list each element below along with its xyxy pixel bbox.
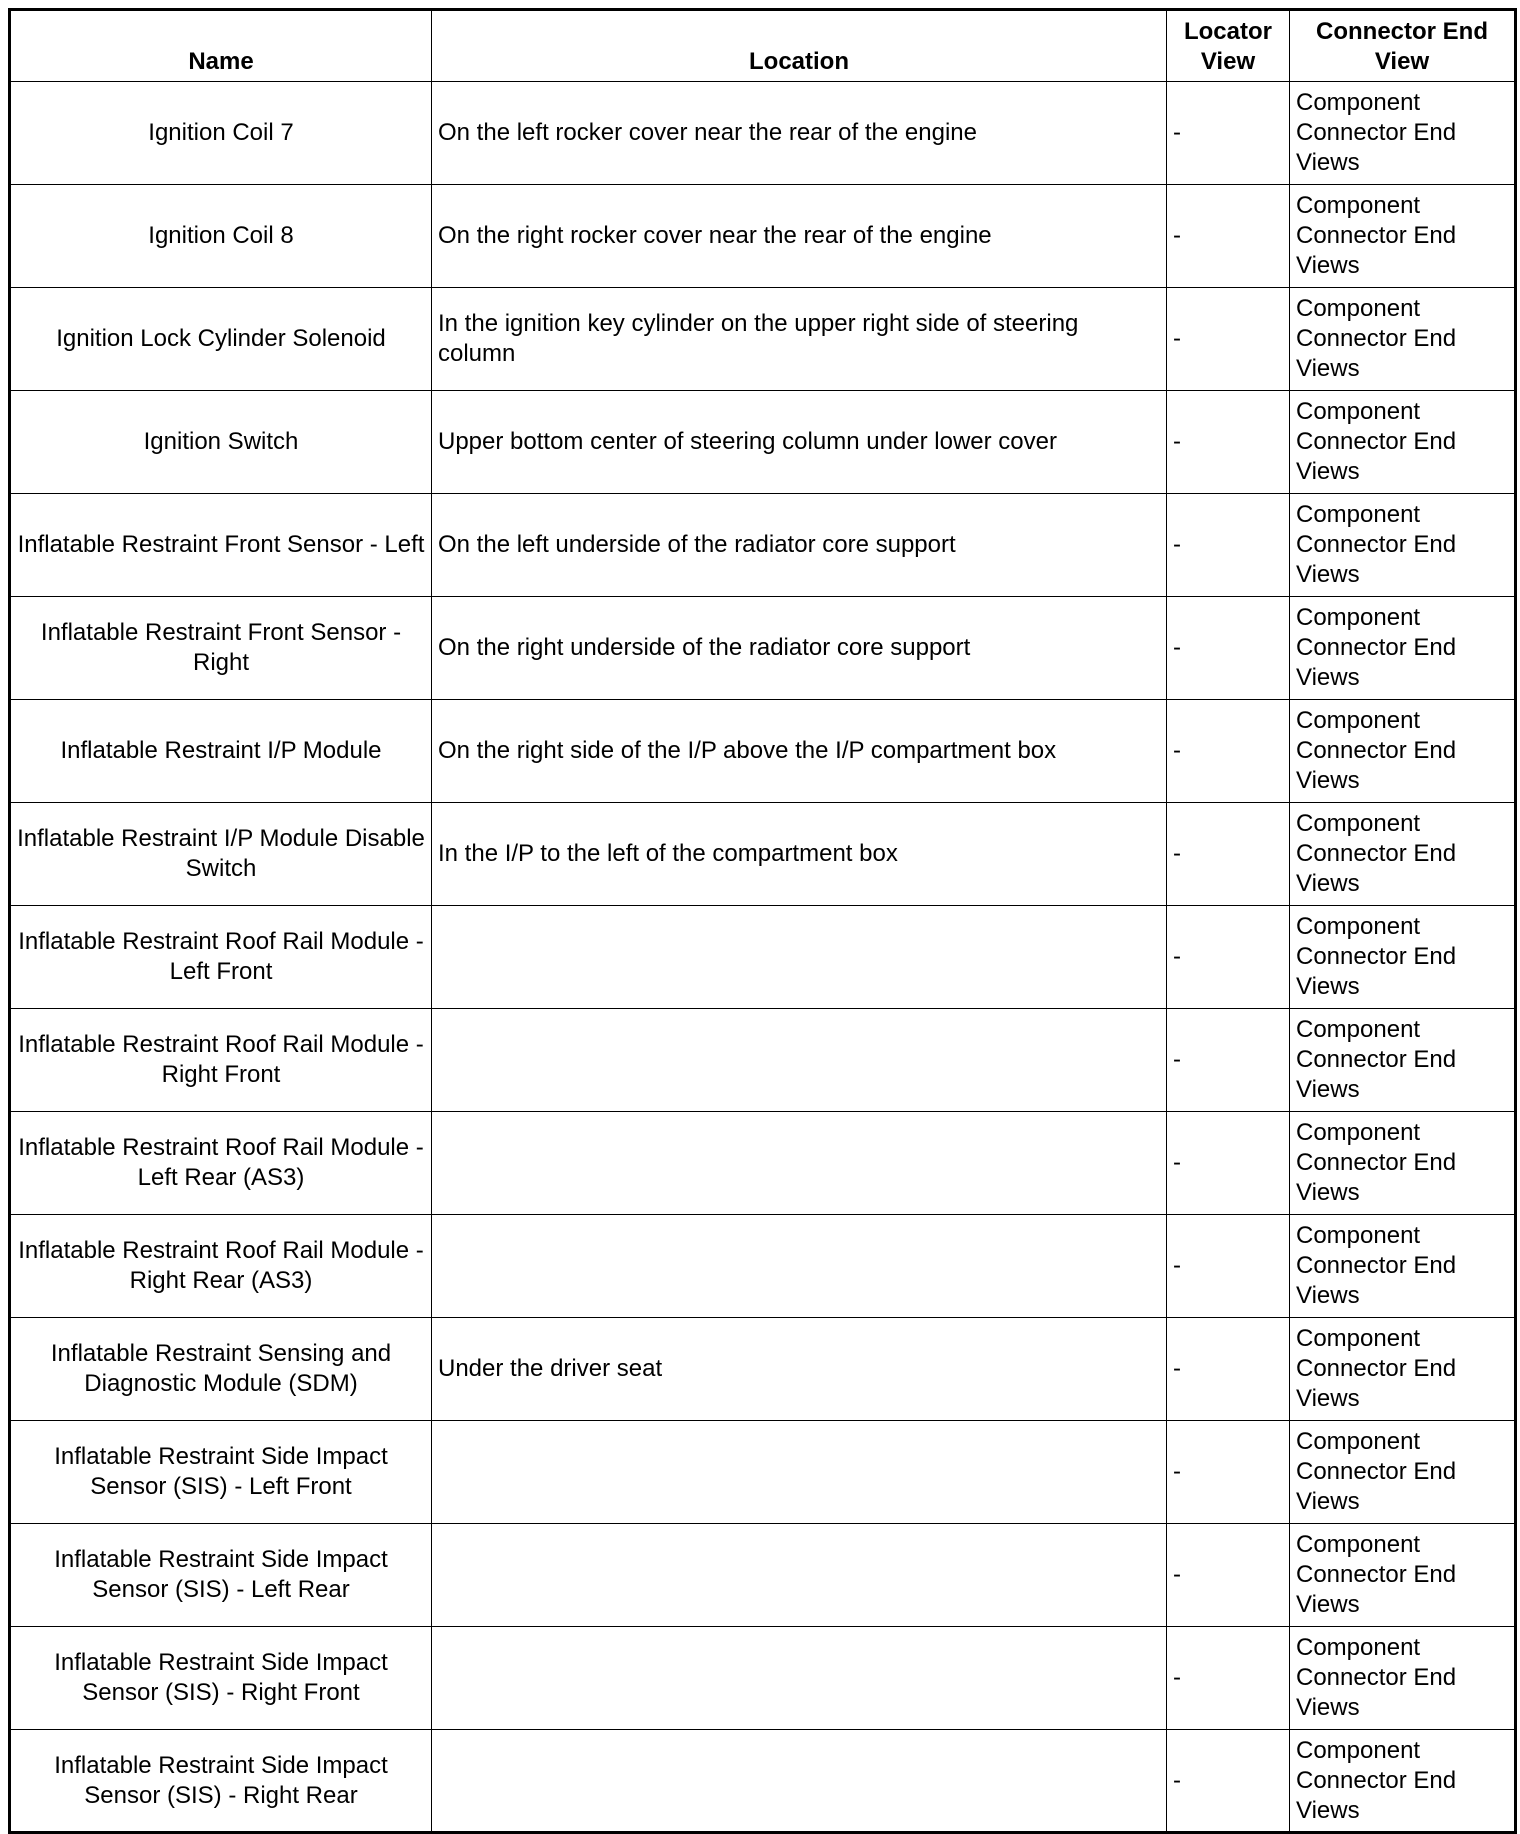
table-row: [10, 1421, 1516, 1524]
connector-end-view-link[interactable]: Component Connector End Views: [1290, 906, 1516, 1009]
header-locator-view: Locator View: [1167, 10, 1290, 82]
connector-end-view-link[interactable]: Component Connector End Views: [1290, 700, 1516, 803]
table-row: [10, 1009, 1516, 1112]
locator-view-cell: -: [1167, 1318, 1290, 1421]
component-name: Inflatable Restraint Side Impact Sensor (SIS) - Right Rear: [10, 1730, 432, 1833]
connector-end-view-link[interactable]: Component Connector End Views: [1290, 494, 1516, 597]
locator-view-cell: -: [1167, 1112, 1290, 1215]
component-name: Inflatable Restraint Side Impact Sensor (SIS) - Right Front: [10, 1627, 432, 1730]
locator-view-cell: -: [1167, 494, 1290, 597]
locator-view-cell: -: [1167, 1009, 1290, 1112]
locator-view-cell: -: [1167, 1730, 1290, 1833]
table-row: [10, 1112, 1516, 1215]
component-name: Inflatable Restraint Front Sensor - Left: [10, 494, 432, 597]
table-row: [10, 1730, 1516, 1833]
component-location: [432, 1730, 1167, 1833]
component-name: Inflatable Restraint Side Impact Sensor (SIS) - Left Front: [10, 1421, 432, 1524]
connector-end-view-link[interactable]: Component Connector End Views: [1290, 597, 1516, 700]
table-row: [10, 288, 1516, 391]
component-location: On the right rocker cover near the rear of the engine: [432, 185, 1167, 288]
component-location: In the I/P to the left of the compartment box: [432, 803, 1167, 906]
component-name: Inflatable Restraint Front Sensor - Right: [10, 597, 432, 700]
connector-end-view-link[interactable]: Component Connector End Views: [1290, 1318, 1516, 1421]
component-location: On the left underside of the radiator core support: [432, 494, 1167, 597]
component-location: [432, 906, 1167, 1009]
connector-end-view-link[interactable]: Component Connector End Views: [1290, 1112, 1516, 1215]
locator-view-cell: -: [1167, 906, 1290, 1009]
component-location: On the right underside of the radiator core support: [432, 597, 1167, 700]
table-row: [10, 82, 1516, 185]
table-row: [10, 906, 1516, 1009]
header-location: Location: [432, 10, 1167, 82]
component-location: Under the driver seat: [432, 1318, 1167, 1421]
connector-end-view-link[interactable]: Component Connector End Views: [1290, 185, 1516, 288]
component-name: Ignition Lock Cylinder Solenoid: [10, 288, 432, 391]
component-location: [432, 1009, 1167, 1112]
locator-view-cell: -: [1167, 700, 1290, 803]
component-location: Upper bottom center of steering column under lower cover: [432, 391, 1167, 494]
table-row: [10, 803, 1516, 906]
header-connector-end-view: Connector End View: [1290, 10, 1516, 82]
table-row: [10, 597, 1516, 700]
table-row: [10, 700, 1516, 803]
component-name: Ignition Switch: [10, 391, 432, 494]
locator-view-cell: -: [1167, 1421, 1290, 1524]
connector-end-view-link[interactable]: Component Connector End Views: [1290, 1215, 1516, 1318]
connector-end-view-link[interactable]: Component Connector End Views: [1290, 391, 1516, 494]
locator-view-cell: -: [1167, 391, 1290, 494]
locator-view-cell: -: [1167, 1524, 1290, 1627]
component-name: Inflatable Restraint Roof Rail Module - Left Front: [10, 906, 432, 1009]
component-name: Inflatable Restraint Side Impact Sensor (SIS) - Left Rear: [10, 1524, 432, 1627]
header-row: [10, 10, 1516, 82]
component-location: On the left rocker cover near the rear of the engine: [432, 82, 1167, 185]
connector-end-view-link[interactable]: Component Connector End Views: [1290, 82, 1516, 185]
locator-view-cell: -: [1167, 185, 1290, 288]
component-location: [432, 1112, 1167, 1215]
component-name: Inflatable Restraint Roof Rail Module - Right Front: [10, 1009, 432, 1112]
connector-end-view-link[interactable]: Component Connector End Views: [1290, 1009, 1516, 1112]
component-name: Inflatable Restraint Roof Rail Module - Right Rear (AS3): [10, 1215, 432, 1318]
component-name: Ignition Coil 7: [10, 82, 432, 185]
connector-end-view-link[interactable]: Component Connector End Views: [1290, 1627, 1516, 1730]
header-name: Name: [10, 10, 432, 82]
locator-view-cell: -: [1167, 288, 1290, 391]
component-name: Ignition Coil 8: [10, 185, 432, 288]
component-locator-table: [8, 8, 1517, 1834]
connector-end-view-link[interactable]: Component Connector End Views: [1290, 1524, 1516, 1627]
component-name: Inflatable Restraint Sensing and Diagnostic Module (SDM): [10, 1318, 432, 1421]
locator-view-cell: -: [1167, 803, 1290, 906]
component-name: Inflatable Restraint I/P Module Disable Switch: [10, 803, 432, 906]
component-location: [432, 1524, 1167, 1627]
component-location: On the right side of the I/P above the I/P compartment box: [432, 700, 1167, 803]
locator-view-cell: -: [1167, 1627, 1290, 1730]
table-row: [10, 1318, 1516, 1421]
locator-view-cell: -: [1167, 597, 1290, 700]
table-row: [10, 1215, 1516, 1318]
component-name: Inflatable Restraint I/P Module: [10, 700, 432, 803]
connector-end-view-link[interactable]: Component Connector End Views: [1290, 1421, 1516, 1524]
locator-view-cell: -: [1167, 1215, 1290, 1318]
component-location: [432, 1215, 1167, 1318]
component-name: Inflatable Restraint Roof Rail Module - Left Rear (AS3): [10, 1112, 432, 1215]
connector-end-view-link[interactable]: Component Connector End Views: [1290, 803, 1516, 906]
locator-view-cell: -: [1167, 82, 1290, 185]
table-row: [10, 1627, 1516, 1730]
table-row: [10, 391, 1516, 494]
component-location: In the ignition key cylinder on the upper right side of steering column: [432, 288, 1167, 391]
table-row: [10, 185, 1516, 288]
component-location: [432, 1627, 1167, 1730]
component-location: [432, 1421, 1167, 1524]
connector-end-view-link[interactable]: Component Connector End Views: [1290, 1730, 1516, 1833]
connector-end-view-link[interactable]: Component Connector End Views: [1290, 288, 1516, 391]
table-row: [10, 494, 1516, 597]
table-row: [10, 1524, 1516, 1627]
